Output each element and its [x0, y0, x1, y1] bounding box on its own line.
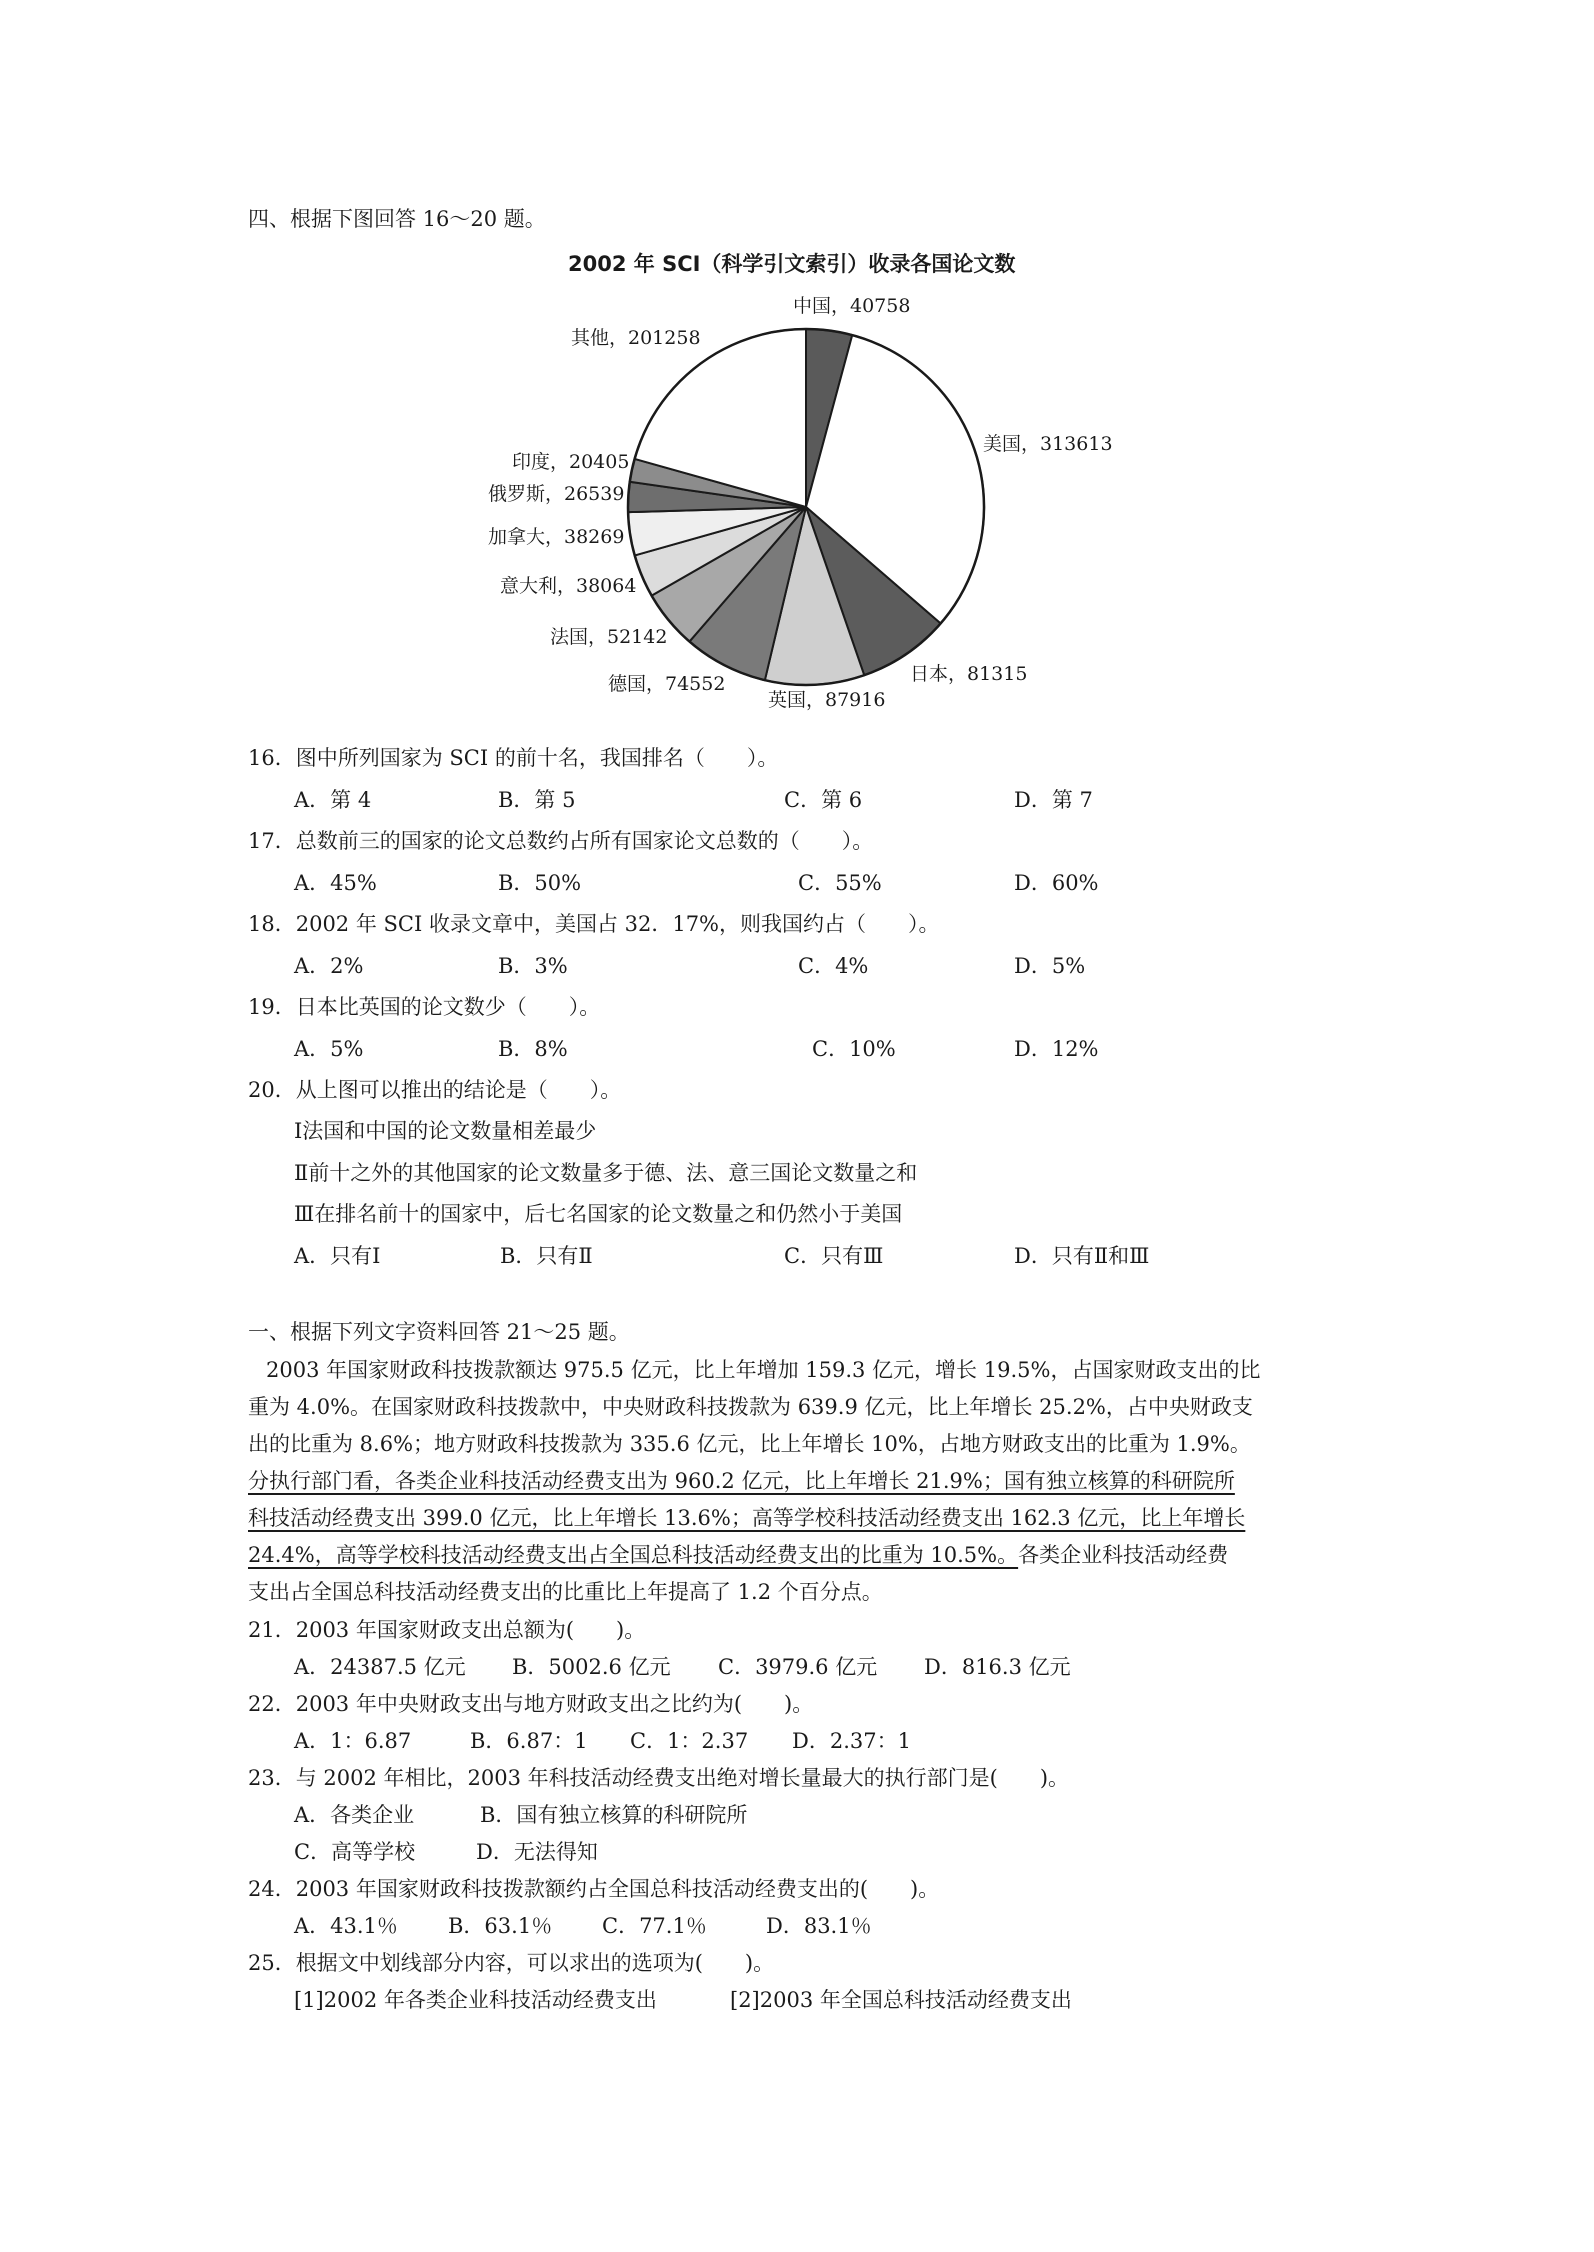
- pie-label-3: 日本，81315: [910, 663, 1028, 685]
- option: C．高等学校: [294, 1840, 416, 1864]
- option: B．8%: [498, 1037, 568, 1061]
- question-stem: 23．与 2002 年相比，2003 年科技活动经费支出绝对增长量最大的执行部门是( )。: [248, 1766, 1070, 1790]
- pie-label-5: 德国，74552: [608, 673, 726, 695]
- option: B．第 5: [498, 788, 576, 812]
- question-stem: 17．总数前三的国家的论文总数约占所有国家论文总数的（ ）。: [248, 829, 874, 853]
- chart-title: 2002 年 SCI（科学引文索引）收录各国论文数: [568, 252, 1016, 276]
- question-stem: 25．根据文中划线部分内容，可以求出的选项为( )。: [248, 1951, 775, 1975]
- pie-chart: [0, 0, 1594, 760]
- option: D．第 7: [1014, 788, 1093, 812]
- option: A．45%: [294, 871, 377, 895]
- option: [1]2002 年各类企业科技活动经费支出: [294, 1988, 657, 2012]
- paragraph-line: [248, 1542, 1228, 1568]
- paragraph-line-underlined: 分执行部门看，各类企业科技活动经费支出为 960.2 亿元，比上年增长 21.9%；国有独立核算的科研院所: [248, 1469, 1235, 1493]
- option: A．24387.5 亿元: [294, 1655, 466, 1679]
- pie-label-2: 美国，313613: [983, 433, 1113, 455]
- question-stem: 24．2003 年国家财政科技拨款额约占全国总科技活动经费支出的( )。: [248, 1877, 940, 1901]
- question-stem: 22．2003 年中央财政支出与地方财政支出之比约为( )。: [248, 1692, 814, 1716]
- option: D．5%: [1014, 954, 1086, 978]
- option: C．只有Ⅲ: [784, 1244, 884, 1268]
- statement: Ⅰ法国和中国的论文数量相差最少: [294, 1119, 597, 1143]
- paragraph-line: 支出占全国总科技活动经费支出的比重比上年提高了 1.2 个百分点。: [248, 1580, 883, 1604]
- option: B．只有Ⅱ: [500, 1244, 593, 1268]
- question-stem: 20．从上图可以推出的结论是（ ）。: [248, 1078, 622, 1102]
- statement: Ⅱ前十之外的其他国家的论文数量多于德、法、意三国论文数量之和: [294, 1161, 918, 1185]
- option: C．1：2.37: [630, 1729, 749, 1753]
- option: A．各类企业: [294, 1803, 415, 1827]
- option: A．第 4: [294, 788, 372, 812]
- question-stem: 16．图中所列国家为 SCI 的前十名，我国排名（ ）。: [248, 746, 779, 770]
- question-stem: 19．日本比英国的论文数少（ ）。: [248, 995, 601, 1019]
- option: C．4%: [798, 954, 869, 978]
- pie-label-8: 加拿大，38269: [488, 526, 625, 548]
- option: B．50%: [498, 871, 582, 895]
- option: D．60%: [1014, 871, 1099, 895]
- section-heading: 一、根据下列文字资料回答 21～25 题。: [248, 1320, 630, 1344]
- paragraph-line: 2003 年国家财政科技拨款额达 975.5 亿元，比上年增加 159.3 亿元，增长 19.5%，占国家财政支出的比: [266, 1358, 1261, 1382]
- question-stem: 18．2002 年 SCI 收录文章中，美国占 32．17%，则我国约占（ ）。: [248, 912, 940, 936]
- pie-label-6: 法国，52142: [550, 626, 668, 648]
- paragraph-line: 重为 4.0%。在国家财政科技拨款中，中央财政科技拨款为 639.9 亿元，比上年增长 25.2%，占中央财政支: [248, 1395, 1253, 1419]
- option: B．6.87：1: [470, 1729, 588, 1753]
- option: C．10%: [812, 1037, 896, 1061]
- option: B．63.1％: [448, 1914, 553, 1938]
- option: A．只有Ⅰ: [294, 1244, 381, 1268]
- pie-label-11: 其他，201258: [571, 327, 701, 349]
- option: D．无法得知: [476, 1840, 598, 1864]
- option: D．12%: [1014, 1037, 1099, 1061]
- option: A．43.1％: [294, 1914, 398, 1938]
- section-heading: 四、根据下图回答 16～20 题。: [248, 207, 546, 231]
- option: A．2%: [294, 954, 364, 978]
- option: A．5%: [294, 1037, 364, 1061]
- option: C．3979.6 亿元: [718, 1655, 878, 1679]
- option: D．只有Ⅱ和Ⅲ: [1014, 1244, 1150, 1268]
- pie-label-7: 意大利，38064: [500, 575, 637, 597]
- option: D．83.1％: [766, 1914, 872, 1938]
- option: [2]2003 年全国总科技活动经费支出: [730, 1988, 1072, 2012]
- pie-label-10: 印度，20405: [512, 451, 630, 473]
- pie-label-4: 英国，87916: [768, 689, 886, 711]
- option: A．1：6.87: [294, 1729, 412, 1753]
- plain-segment: 各类企业科技活动经费: [1018, 1543, 1229, 1567]
- pie-label-9: 俄罗斯，26539: [488, 483, 625, 505]
- option: C．55%: [798, 871, 882, 895]
- underlined-segment: 24.4%，高等学校科技活动经费支出占全国总科技活动经费支出的比重为 10.5%。: [248, 1543, 1019, 1567]
- option: C．第 6: [784, 788, 863, 812]
- paragraph-line-underlined: 科技活动经费支出 399.0 亿元，比上年增长 13.6%；高等学校科技活动经费支出 162.3 亿元，比上年增长: [248, 1506, 1246, 1530]
- option: B．国有独立核算的科研院所: [480, 1803, 748, 1827]
- paragraph-line: 出的比重为 8.6%；地方财政科技拨款为 335.6 亿元，比上年增长 10%，占地方财政支出的比重为 1.9%。: [248, 1432, 1251, 1456]
- statement: Ⅲ在排名前十的国家中，后七名国家的论文数量之和仍然小于美国: [294, 1202, 903, 1226]
- pie-label-1: 中国，40758: [793, 295, 911, 317]
- option: D．2.37：1: [792, 1729, 911, 1753]
- question-stem: 21．2003 年国家财政支出总额为( )。: [248, 1618, 646, 1642]
- option: D．816.3 亿元: [924, 1655, 1071, 1679]
- option: B．3%: [498, 954, 568, 978]
- option: C．77.1％: [602, 1914, 707, 1938]
- option: B．5002.6 亿元: [512, 1655, 671, 1679]
